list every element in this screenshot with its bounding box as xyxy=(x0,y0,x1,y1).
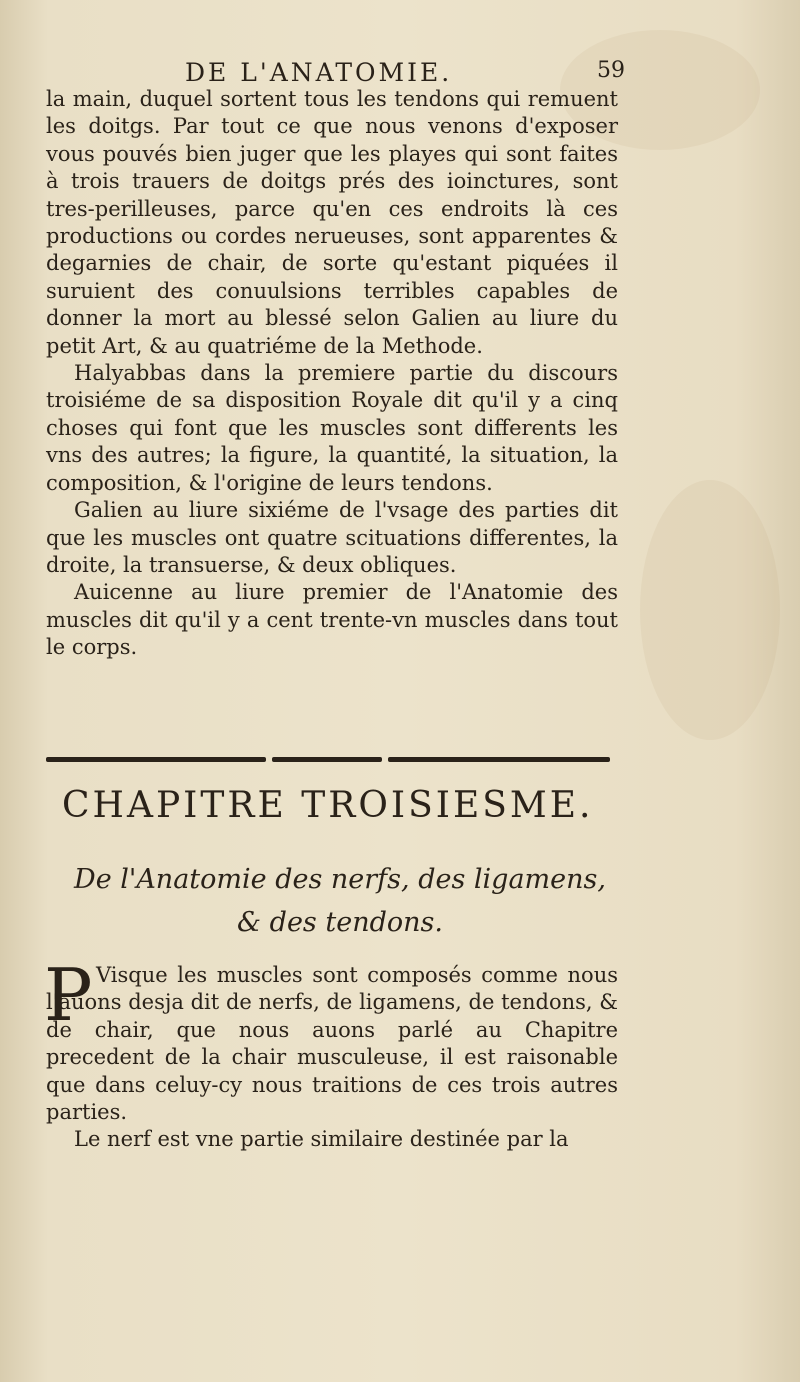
page-number: 59 xyxy=(597,58,625,83)
chapter-text xyxy=(44,953,618,1154)
chapter-title: CHAPITRE TROISIESME. xyxy=(62,785,594,826)
paper-stain xyxy=(640,480,780,740)
rule-segment xyxy=(46,757,266,762)
chapter-subtitle: De l'Anatomie des nerfs, des ligamens, & des tendons. xyxy=(74,864,606,938)
paragraph: Le nerf est vne partie similaire destinée par la xyxy=(74,1127,569,1152)
running-title: DE L'ANATOMIE. xyxy=(185,58,453,87)
paragraph: Visque les muscles sont composés comme nous l'auons desja dit de nerfs, de ligamens, de tendons, & de chair, que nous auons parlé au Chapitre precedent de la chair musculeuse, il est raisonable que dans celuy-cy nous traitions de ces trois autres parties. xyxy=(46,963,618,1125)
ornamental-rule xyxy=(46,755,616,763)
page-header xyxy=(185,58,625,88)
rule-segment xyxy=(272,757,382,762)
body-text xyxy=(46,86,618,662)
paragraph: la main, duquel sortent tous les tendons qui remuent les doitgs. Par tout ce que nous venons d'exposer vous pouvés bien juger que les playes qui sont faites à trois trauers de doitgs prés des ioinctures, sont tres-perilleuses, parce qu'en ces endroits là ces productions ou cordes nerueuses, sont apparentes & degarnies de chair, de sorte qu'estant piquées il suruient des conuulsions terribles capables de donner la mort au blessé selon Galien au liure du petit Art, & au quatriéme de la Methode. xyxy=(46,87,618,358)
rule-segment xyxy=(388,757,610,762)
paragraph: Auicenne au liure premier de l'Anatomie des muscles dit qu'il y a cent trente-vn muscles dans tout le corps. xyxy=(46,580,618,660)
paragraph: Halyabbas dans la premiere partie du discours troisiéme de sa disposition Royale dit qu'il y a cinq choses qui font que les muscles sont differents les vns des autres; la figure, la quantité, la situation, la composition, & l'origine de leurs tendons. xyxy=(46,361,618,495)
drop-cap: P xyxy=(44,953,93,1037)
paragraph: Galien au liure sixiéme de l'vsage des parties dit que les muscles ont quatre scituations differentes, la droite, la transuerse, & deux obliques. xyxy=(46,498,618,577)
